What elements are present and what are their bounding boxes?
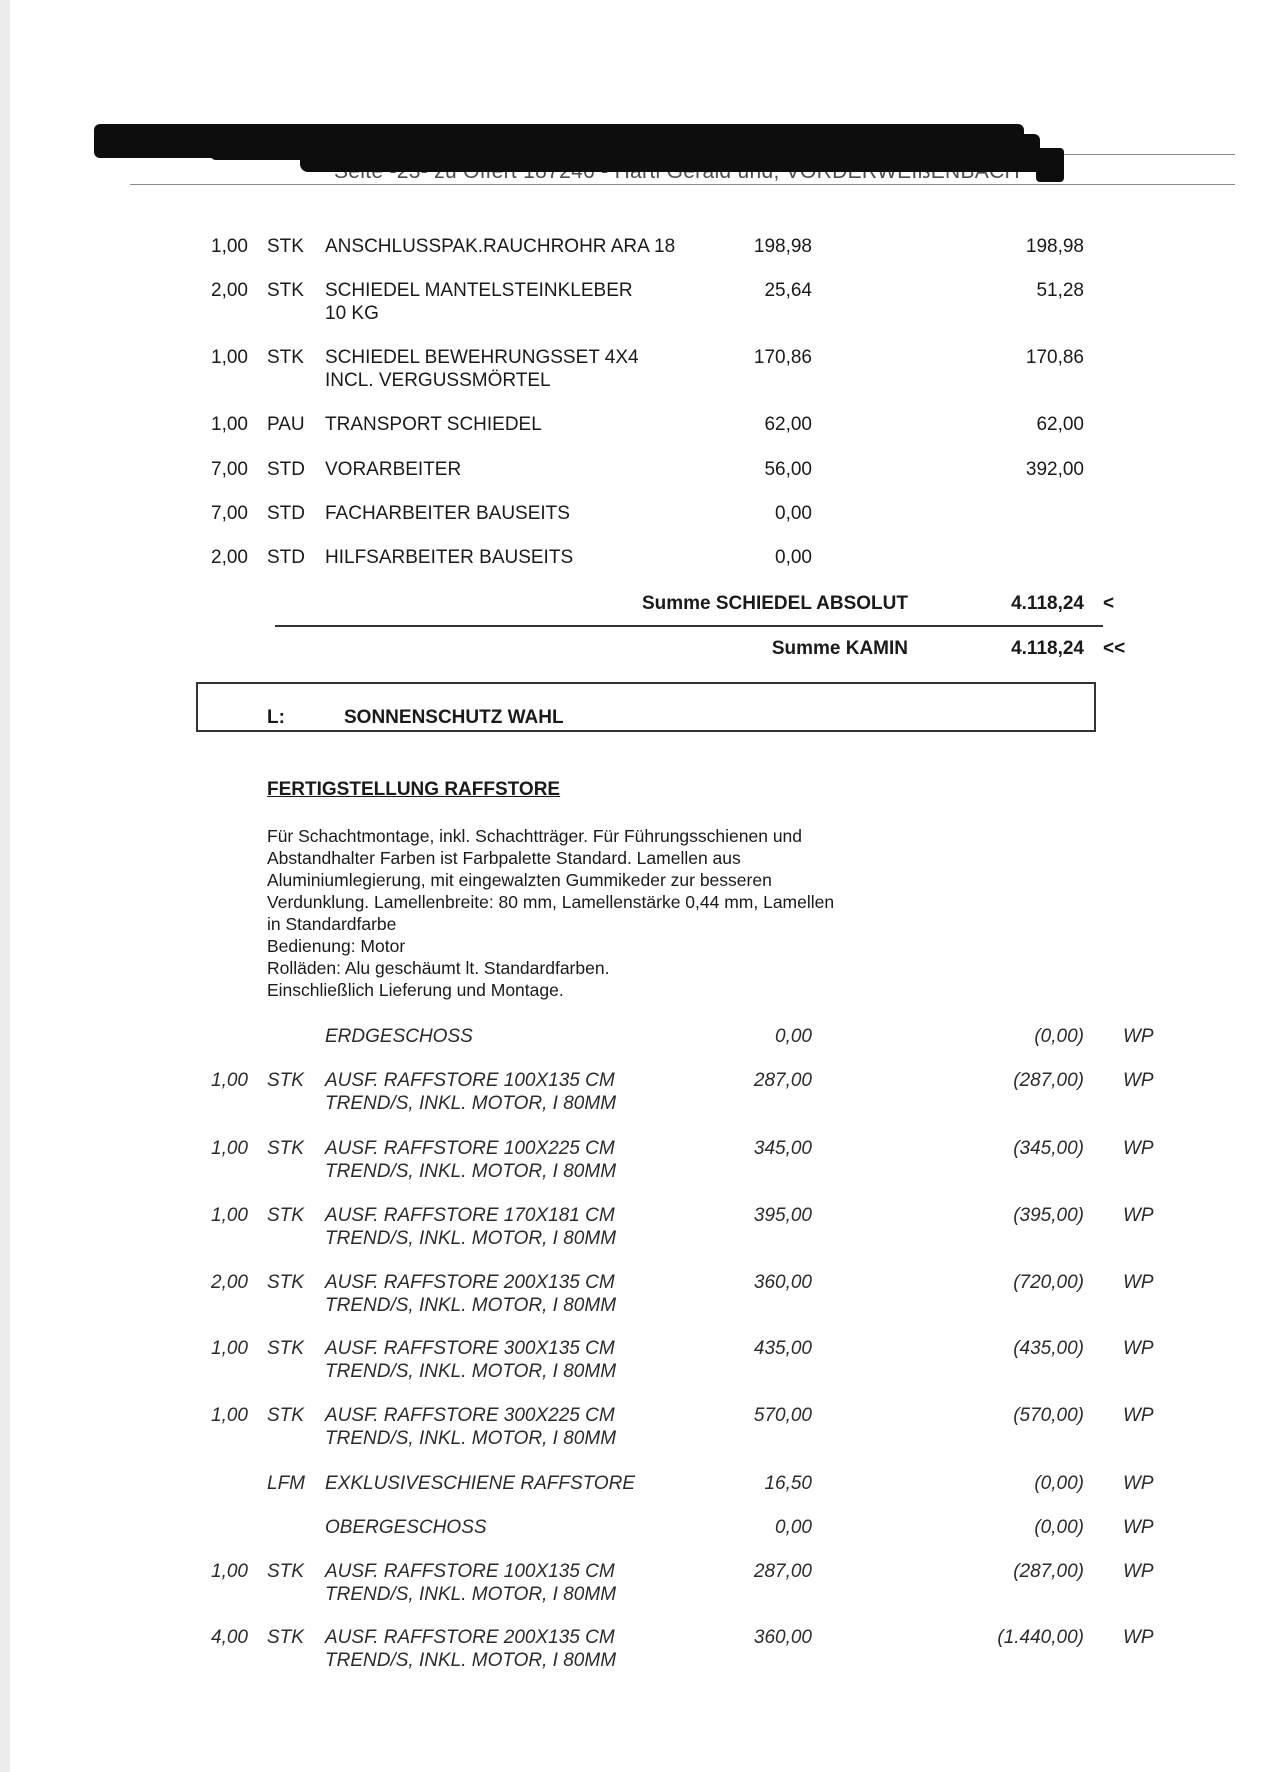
description-line: AUSF. RAFFSTORE 100X135 CM xyxy=(325,1070,615,1091)
flag-cell: WP xyxy=(1123,1026,1154,1047)
description-line: SCHIEDEL BEWEHRUNGSSET 4X4 xyxy=(325,347,639,368)
description-cell xyxy=(325,1516,745,1539)
description-line: ERDGESCHOSS xyxy=(325,1026,473,1047)
description-cell xyxy=(325,1137,745,1183)
quantity-cell: 1,00 xyxy=(211,1561,248,1582)
sum-label: Summe SCHIEDEL ABSOLUT xyxy=(641,593,908,614)
unit-cell: STK xyxy=(267,1205,304,1226)
unit-price-cell: 56,00 xyxy=(764,459,812,480)
description-cell xyxy=(325,235,745,258)
description-line: TREND/S, INKL. MOTOR, I 80MM xyxy=(325,1650,617,1671)
unit-cell: STK xyxy=(267,1070,304,1091)
total-cell: (287,00) xyxy=(1013,1561,1084,1582)
quantity-cell: 1,00 xyxy=(211,1205,248,1226)
description-line: AUSF. RAFFSTORE 170X181 CM xyxy=(325,1205,615,1226)
unit-price-cell: 570,00 xyxy=(753,1405,812,1426)
description-line: AUSF. RAFFSTORE 100X135 CM xyxy=(325,1561,615,1582)
description-line: in Standardfarbe xyxy=(267,914,397,934)
description-line: TREND/S, INKL. MOTOR, I 80MM xyxy=(325,1161,617,1182)
description-line: Bedienung: Motor xyxy=(267,936,406,956)
flag-cell: WP xyxy=(1123,1205,1154,1226)
unit-price-cell: 25,64 xyxy=(764,280,812,301)
description-line: EXKLUSIVESCHIENE RAFFSTORE xyxy=(325,1473,636,1494)
quantity-cell: 4,00 xyxy=(211,1627,248,1648)
description-line: Rolläden: Alu geschäumt lt. Standardfarben. xyxy=(267,958,610,978)
section-title: SONNENSCHUTZ WAHL xyxy=(344,707,564,728)
flag-cell: WP xyxy=(1123,1627,1154,1648)
description-line: FACHARBEITER BAUSEITS xyxy=(325,503,570,524)
unit-cell: STK xyxy=(267,1627,304,1648)
unit-cell: STK xyxy=(267,1272,304,1293)
description-line: INCL. VERGUSSMÖRTEL xyxy=(325,370,551,391)
quantity-cell: 1,00 xyxy=(211,1138,248,1159)
total-cell: (0,00) xyxy=(1034,1026,1084,1047)
description-line: HILFSARBEITER BAUSEITS xyxy=(325,547,574,568)
description-cell xyxy=(325,1626,745,1672)
description-line: VORARBEITER xyxy=(325,459,462,480)
unit-price-cell: 0,00 xyxy=(775,1026,812,1047)
description-line: TREND/S, INKL. MOTOR, I 80MM xyxy=(325,1361,617,1382)
unit-cell: STK xyxy=(267,1405,304,1426)
total-cell: (0,00) xyxy=(1034,1517,1084,1538)
unit-price-cell: 62,00 xyxy=(764,414,812,435)
description-cell xyxy=(325,502,745,525)
quantity-cell: 2,00 xyxy=(211,547,248,568)
total-cell: 198,98 xyxy=(1025,236,1084,257)
flag-cell: WP xyxy=(1123,1561,1154,1582)
section-header-box xyxy=(196,682,1096,732)
redaction-bar xyxy=(1036,148,1064,182)
total-cell: (720,00) xyxy=(1013,1272,1084,1293)
description-cell xyxy=(325,1025,745,1048)
unit-price-cell: 198,98 xyxy=(753,236,812,257)
total-cell: 51,28 xyxy=(1036,280,1084,301)
flag-cell: WP xyxy=(1123,1473,1154,1494)
flag-cell: WP xyxy=(1123,1070,1154,1091)
description-line: TREND/S, INKL. MOTOR, I 80MM xyxy=(325,1295,617,1316)
sum-label: Summe KAMIN xyxy=(771,638,908,659)
description-line: AUSF. RAFFSTORE 300X135 CM xyxy=(325,1338,615,1359)
unit-cell: STD xyxy=(267,503,305,524)
unit-price-cell: 395,00 xyxy=(753,1205,812,1226)
description-line: Einschließlich Lieferung und Montage. xyxy=(267,980,564,1000)
total-cell: 170,86 xyxy=(1025,347,1084,368)
quantity-cell: 1,00 xyxy=(211,1070,248,1091)
quantity-cell: 7,00 xyxy=(211,503,248,524)
unit-price-cell: 360,00 xyxy=(753,1272,812,1293)
unit-cell: STK xyxy=(267,347,304,368)
description-cell xyxy=(325,1560,745,1606)
unit-cell: LFM xyxy=(267,1473,305,1494)
header-rule-right xyxy=(1050,154,1235,155)
description-cell xyxy=(325,458,745,481)
description-cell xyxy=(325,1472,745,1495)
page-left-edge xyxy=(0,0,10,1772)
quantity-cell: 7,00 xyxy=(211,459,248,480)
description-cell xyxy=(325,279,745,325)
unit-price-cell: 287,00 xyxy=(753,1561,812,1582)
description-cell xyxy=(325,1337,745,1383)
description-cell xyxy=(325,1204,745,1250)
header-rule xyxy=(130,184,1235,185)
description-line: Aluminiumlegierung, mit eingewalzten Gummikeder zur besseren xyxy=(267,870,772,890)
description-line: TREND/S, INKL. MOTOR, I 80MM xyxy=(325,1428,617,1449)
total-cell: (395,00) xyxy=(1013,1205,1084,1226)
description-line: AUSF. RAFFSTORE 200X135 CM xyxy=(325,1272,615,1293)
section-code: L: xyxy=(267,707,285,728)
description-cell xyxy=(325,346,745,392)
unit-price-cell: 287,00 xyxy=(753,1070,812,1091)
description-cell xyxy=(325,1069,745,1115)
flag-cell: WP xyxy=(1123,1517,1154,1538)
quantity-cell: 1,00 xyxy=(211,347,248,368)
description-line: Abstandhalter Farben ist Farbpalette Standard. Lamellen aus xyxy=(267,848,741,868)
flag-cell: WP xyxy=(1123,1138,1154,1159)
total-cell: 392,00 xyxy=(1025,459,1084,480)
total-cell: (435,00) xyxy=(1013,1338,1084,1359)
flag-cell: WP xyxy=(1123,1405,1154,1426)
unit-cell: STK xyxy=(267,236,304,257)
total-cell: (570,00) xyxy=(1013,1405,1084,1426)
quantity-cell: 1,00 xyxy=(211,1338,248,1359)
redaction-bar xyxy=(300,150,1060,172)
unit-cell: STK xyxy=(267,1561,304,1582)
description-line: AUSF. RAFFSTORE 100X225 CM xyxy=(325,1138,615,1159)
unit-price-cell: 0,00 xyxy=(775,547,812,568)
description-cell xyxy=(325,1404,745,1450)
unit-cell: STD xyxy=(267,547,305,568)
quantity-cell: 1,00 xyxy=(211,414,248,435)
sum-divider xyxy=(275,625,1103,627)
unit-price-cell: 0,00 xyxy=(775,503,812,524)
sum-value: 4.118,24 xyxy=(1011,593,1084,614)
sum-marker: << xyxy=(1103,638,1126,659)
description-line: Verdunklung. Lamellenbreite: 80 mm, Lamellenstärke 0,44 mm, Lamellen xyxy=(267,892,835,912)
description-line: TREND/S, INKL. MOTOR, I 80MM xyxy=(325,1228,617,1249)
quantity-cell: 2,00 xyxy=(211,280,248,301)
unit-cell: STK xyxy=(267,1338,304,1359)
description-line: TRANSPORT SCHIEDEL xyxy=(325,414,542,435)
description-line: Für Schachtmontage, inkl. Schachtträger. Für Führungsschienen und xyxy=(267,826,803,846)
unit-price-cell: 0,00 xyxy=(775,1517,812,1538)
description-line: OBERGESCHOSS xyxy=(325,1517,487,1538)
unit-cell: STK xyxy=(267,280,304,301)
unit-cell: PAU xyxy=(267,414,305,435)
sum-value: 4.118,24 xyxy=(1011,638,1084,659)
total-cell: (287,00) xyxy=(1013,1070,1084,1091)
unit-cell: STK xyxy=(267,1138,304,1159)
flag-cell: WP xyxy=(1123,1338,1154,1359)
unit-price-cell: 170,86 xyxy=(753,347,812,368)
description-line: AUSF. RAFFSTORE 300X225 CM xyxy=(325,1405,615,1426)
quantity-cell: 1,00 xyxy=(211,236,248,257)
description-cell xyxy=(325,546,745,569)
unit-price-cell: 16,50 xyxy=(764,1473,812,1494)
flag-cell: WP xyxy=(1123,1272,1154,1293)
description-line: TREND/S, INKL. MOTOR, I 80MM xyxy=(325,1584,617,1605)
quantity-cell: 1,00 xyxy=(211,1405,248,1426)
total-cell: (0,00) xyxy=(1034,1473,1084,1494)
total-cell: (345,00) xyxy=(1013,1138,1084,1159)
description-line: ANSCHLUSSPAK.RAUCHROHR ARA 18 xyxy=(325,236,676,257)
description-line: SCHIEDEL MANTELSTEINKLEBER xyxy=(325,280,633,301)
unit-cell: STD xyxy=(267,459,305,480)
sum-marker: < xyxy=(1103,593,1115,614)
total-cell: (1.440,00) xyxy=(997,1627,1084,1648)
unit-price-cell: 345,00 xyxy=(753,1138,812,1159)
unit-price-cell: 435,00 xyxy=(753,1338,812,1359)
description-cell xyxy=(325,413,745,436)
description-text xyxy=(267,825,927,1001)
description-line: 10 KG xyxy=(325,303,379,324)
description-line: TREND/S, INKL. MOTOR, I 80MM xyxy=(325,1093,617,1114)
subsection-heading: FERTIGSTELLUNG RAFFSTORE xyxy=(267,779,561,800)
unit-price-cell: 360,00 xyxy=(753,1627,812,1648)
description-cell xyxy=(325,1271,745,1317)
description-line: AUSF. RAFFSTORE 200X135 CM xyxy=(325,1627,615,1648)
total-cell: 62,00 xyxy=(1036,414,1084,435)
quantity-cell: 2,00 xyxy=(211,1272,248,1293)
